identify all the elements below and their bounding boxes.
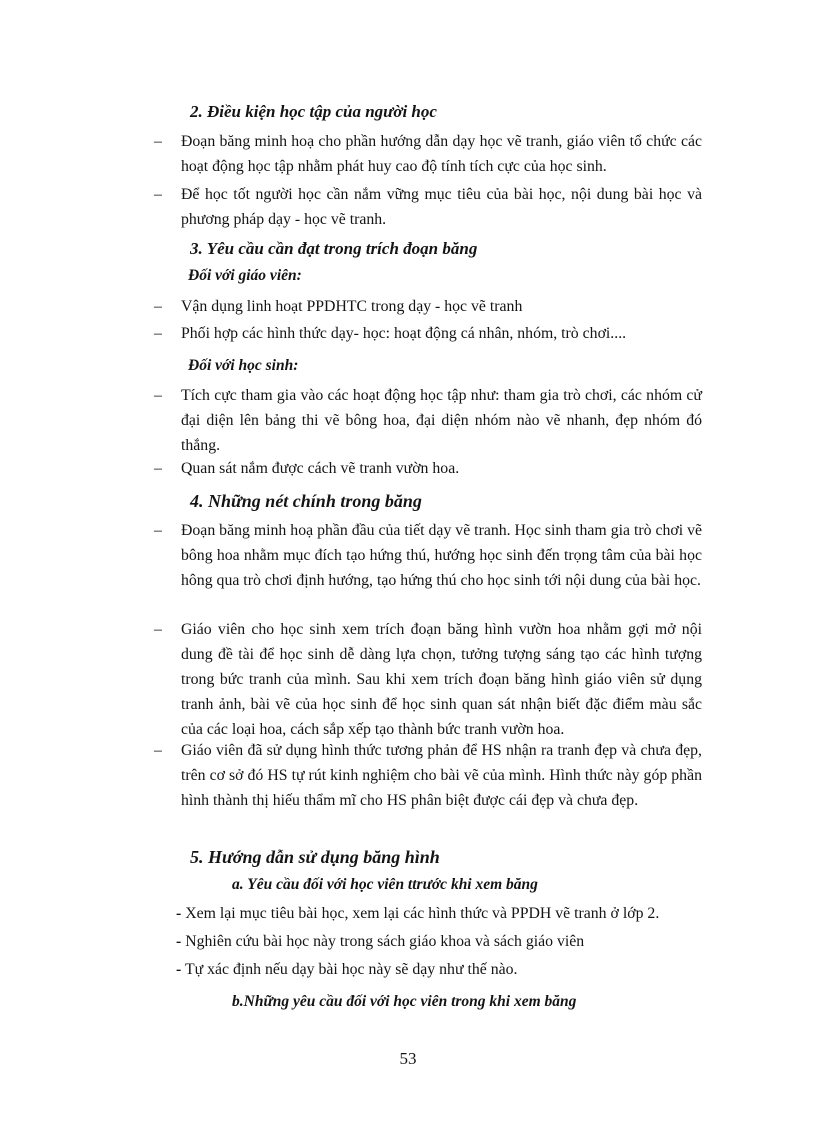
bullet-dash: – [154, 460, 162, 477]
list-item-text: Giáo viên cho học sinh xem trích đoạn băng hình vườn hoa nhằm gợi mở nội dung đề tài để học sinh dễ dàng lựa chọn, tưởng tượng sáng tạo các hình tượng trong bức tranh của mình. Sau khi xem trích đoạn băng hình giáo viên sử dụng tranh ảnh, bài vẽ của học sinh để học sinh quan sát nhận biết đặc điểm màu sắc của các loại hoa, cách sắp xếp tạo thành bức tranh vườn hoa. [181, 621, 702, 738]
bullet-dash: – [154, 522, 162, 539]
section-3-heading: 3. Yêu cầu cần đạt trong trích đoạn băng [190, 239, 478, 258]
section-2-heading: 2. Điều kiện học tập của người học [190, 102, 437, 121]
list-item-text: Vận dụng linh hoạt PPDHTC trong dạy - học vẽ tranh [181, 298, 523, 315]
teacher-subheading: Đối với giáo viên: [188, 267, 302, 284]
bullet-dash: – [154, 186, 162, 203]
list-item [154, 617, 702, 742]
list-item [154, 383, 702, 458]
list-item-text: Tích cực tham gia vào các hoạt động học tập như: tham gia trò chơi, các nhóm cử đại diện lên bảng thi vẽ bông hoa, đại diện nhóm nào vẽ nhanh, đẹp nhóm đó thắng. [181, 387, 702, 454]
section-4-heading: 4. Những nét chính trong băng [190, 491, 422, 511]
list-item [154, 129, 702, 179]
list-item-text: Phối hợp các hình thức dạy- học: hoạt động cá nhân, nhóm, trò chơi.... [181, 325, 627, 342]
list-item [176, 931, 584, 953]
bullet-dash: – [154, 298, 162, 315]
list-item [154, 456, 702, 481]
list-item [154, 294, 702, 319]
list-item-text: Quan sát nắm được cách vẽ tranh vườn hoa. [181, 460, 460, 477]
section-5-heading: 5. Hướng dẫn sử dụng băng hình [190, 847, 440, 867]
bullet-dash: - [176, 933, 182, 950]
list-item-text: Giáo viên đã sử dụng hình thức tương phản để HS nhận ra tranh đẹp và chưa đẹp, trên cơ sở đó HS tự rút kinh nghiệm cho bài vẽ của mình. Hình thức này góp phần hình thành thị hiếu thẩm mĩ cho HS phân biệt được cái đẹp và chưa đẹp. [181, 742, 702, 809]
list-item [154, 321, 702, 346]
list-item-text: Để học tốt người học cần nắm vững mục tiêu của bài học, nội dung bài học và phương pháp dạy - học vẽ tranh. [181, 186, 702, 228]
list-item [176, 959, 517, 981]
bullet-dash: – [154, 387, 162, 404]
list-item-text: Đoạn băng minh hoạ phần đầu của tiết dạy vẽ tranh. Học sinh tham gia trò chơi vẽ bông hoa nhằm mục đích tạo hứng thú, hướng học sinh đến trọng tâm của bài học hông qua trò chơi định hướng, tạo hứng thú cho học sinh tới nội dung của bài học. [181, 522, 702, 589]
bullet-dash: – [154, 742, 162, 759]
list-item-text: Tự xác định nếu dạy bài học này sẽ dạy như thế nào. [184, 961, 518, 978]
list-item-text: Nghiên cứu bài học này trong sách giáo khoa và sách giáo viên [185, 933, 585, 950]
bullet-dash: – [154, 133, 162, 150]
student-subheading: Đối với học sinh: [188, 357, 299, 374]
page-number: 53 [399, 1049, 417, 1068]
bullet-dash: - [176, 961, 182, 978]
bullet-dash: – [154, 325, 162, 342]
subsection-b-heading: b.Những yêu cầu đối với học viên trong khi xem băng [232, 993, 577, 1010]
list-item [154, 738, 702, 813]
bullet-dash: – [154, 621, 162, 638]
list-item [154, 182, 702, 232]
list-item-text: Đoạn băng minh hoạ cho phần hướng dẫn dạy học vẽ tranh, giáo viên tổ chức các hoạt động học tập nhằm phát huy cao độ tính tích cực của học sinh. [181, 133, 702, 175]
subsection-a-heading: a. Yêu cầu đối với học viên ttrước khi xem băng [232, 876, 538, 893]
list-item [176, 903, 659, 925]
bullet-dash: - [176, 905, 182, 922]
list-item-text: Xem lại mục tiêu bài học, xem lại các hình thức và PPDH vẽ tranh ở lớp 2. [185, 905, 660, 922]
list-item [154, 518, 702, 593]
